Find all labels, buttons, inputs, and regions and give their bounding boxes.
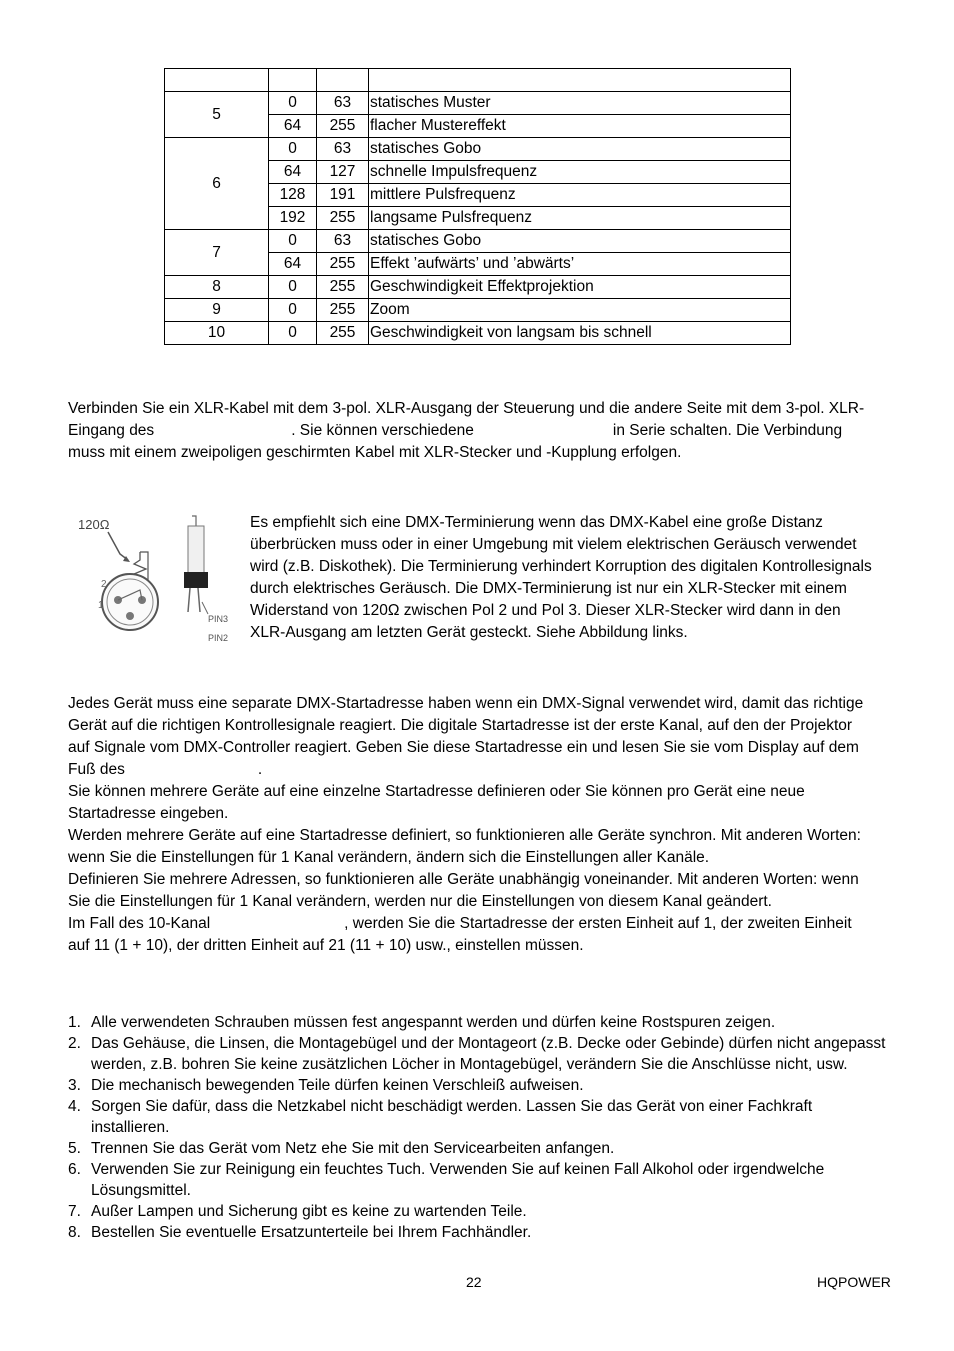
list-item-number: 2. xyxy=(68,1035,81,1052)
pin3-label: PIN3 xyxy=(208,614,229,624)
list-item-number: 1. xyxy=(68,1014,81,1031)
list-item xyxy=(68,1096,888,1138)
function-cell: mittlere Pulsfrequenz xyxy=(369,184,791,207)
maintenance-list xyxy=(68,1012,888,1243)
value-to-cell: 191 xyxy=(317,184,369,207)
address-paragraph xyxy=(68,693,898,957)
list-item xyxy=(68,1075,888,1096)
list-item-text: Verwenden Sie zur Reinigung ein feuchtes Tuch. Verwenden Sie auf keinen Fall Alkohol oder irgendwelche Lösungsmittel. xyxy=(91,1161,825,1199)
table-row xyxy=(165,322,791,345)
value-to-cell: 255 xyxy=(317,115,369,138)
value-from-cell: 0 xyxy=(269,138,317,161)
table-row xyxy=(165,299,791,322)
value-from-cell: 0 xyxy=(269,322,317,345)
table-row xyxy=(165,92,791,115)
list-item xyxy=(68,1033,888,1075)
address-case-line: Im Fall des 10-Kanal , werden Sie die Startadresse der ersten Einheit auf 1, der zweiten Einheit xyxy=(68,915,852,932)
address-line: Werden mehrere Geräte auf eine Startadresse definiert, so funktionieren alle Geräte synchron. Mit anderen Worten: xyxy=(68,827,861,844)
connection-line-2: Eingang des . Sie können verschiedene in Serie schalten. Die Verbindung xyxy=(68,422,843,439)
address-line: wenn Sie die Einstellungen für 1 Kanal verändern, ändern sich die Einstellungen aller Kanäle. xyxy=(68,849,710,866)
list-item-text: Das Gehäuse, die Linsen, die Montagebügel und der Montageort (z.B. Decke oder Gebinde) dürfen nicht angepasst werden, z.B. bohren Sie keine zusätzlichen Löcher in Montagebügel, verändern Sie die Anschlüsse nicht, usw. xyxy=(91,1035,886,1073)
list-item-text: Bestellen Sie eventuelle Ersatzunterteile bei Ihrem Fachhändler. xyxy=(91,1224,532,1241)
value-to-cell: 255 xyxy=(317,253,369,276)
table-row xyxy=(165,138,791,161)
function-cell xyxy=(369,69,791,92)
channel-cell xyxy=(165,69,269,92)
address-case-line-2: auf 11 (1 + 10), der dritten Einheit auf 21 (11 + 10) usw., einstellen müssen. xyxy=(68,937,584,954)
dmx-table-body xyxy=(165,69,791,345)
address-foot-line: Fuß des . xyxy=(68,761,263,778)
list-item-text: Außer Lampen und Sicherung gibt es keine zu wartenden Teile. xyxy=(91,1203,527,1220)
list-item xyxy=(68,1012,888,1033)
function-cell: schnelle Impulsfrequenz xyxy=(369,161,791,184)
address-line: Gerät auf die richtigen Kontrollesignale reagiert. Die digitale Startadresse ist der erste Kanal, auf den der Projektor xyxy=(68,717,853,734)
connection-paragraph xyxy=(68,398,898,464)
pin-1-label: 1 xyxy=(98,600,104,611)
page-number: 22 xyxy=(466,1274,482,1290)
channel-cell: 5 xyxy=(165,92,269,138)
function-cell: Geschwindigkeit von langsam bis schnell xyxy=(369,322,791,345)
table-row xyxy=(165,276,791,299)
value-from-cell: 128 xyxy=(269,184,317,207)
address-line: Startadresse eingeben. xyxy=(68,805,229,822)
table-row xyxy=(165,69,791,92)
value-to-cell: 63 xyxy=(317,92,369,115)
address-line: auf Signale vom DMX-Controller reagiert. Geben Sie diese Startadresse ein und lesen Sie sie vom Display auf dem xyxy=(68,739,859,756)
value-from-cell: 0 xyxy=(269,92,317,115)
termination-line: überbrücken muss oder in einer Umgebung mit vielem elektrischen Geräusch verwendet xyxy=(250,536,857,553)
channel-cell: 7 xyxy=(165,230,269,276)
list-item-text: Sorgen Sie dafür, dass die Netzkabel nicht beschädigt werden. Lassen Sie das Gerät von einer Fachkraft installieren. xyxy=(91,1098,813,1136)
address-detail-lines xyxy=(68,781,898,913)
value-to-cell: 127 xyxy=(317,161,369,184)
function-cell: Effekt ’aufwärts’ und ’abwärts’ xyxy=(369,253,791,276)
list-item-number: 4. xyxy=(68,1098,81,1115)
address-intro-lines xyxy=(68,693,898,759)
address-line: Sie können mehrere Geräte auf eine einzelne Startadresse definieren oder Sie können pro Gerät eine neue xyxy=(68,783,805,800)
function-cell: statisches Muster xyxy=(369,92,791,115)
value-to-cell: 255 xyxy=(317,207,369,230)
list-item xyxy=(68,1159,888,1201)
footer-brand: HQPOWER xyxy=(817,1274,891,1290)
list-item xyxy=(68,1138,888,1159)
value-from-cell: 64 xyxy=(269,161,317,184)
list-item xyxy=(68,1222,888,1243)
table-row xyxy=(165,230,791,253)
list-item-text: Alle verwendeten Schrauben müssen fest angespannt werden und dürfen keine Rostspuren zeigen. xyxy=(91,1014,776,1031)
list-item-number: 3. xyxy=(68,1077,81,1094)
channel-cell: 10 xyxy=(165,322,269,345)
value-from-cell xyxy=(269,69,317,92)
value-from-cell: 64 xyxy=(269,253,317,276)
channel-cell: 9 xyxy=(165,299,269,322)
function-cell: Zoom xyxy=(369,299,791,322)
termination-paragraph xyxy=(250,512,900,644)
value-to-cell xyxy=(317,69,369,92)
address-line: Sie die Einstellungen für 1 Kanal verändern, werden nur die Einstellungen von diesem Kanal geändert. xyxy=(68,893,772,910)
list-item-number: 5. xyxy=(68,1140,81,1157)
value-from-cell: 192 xyxy=(269,207,317,230)
list-item xyxy=(68,1201,888,1222)
pin2-label: PIN2 xyxy=(208,633,229,643)
termination-line: Widerstand von 120Ω zwischen Pol 2 und Pol 3. Dieser XLR-Stecker wird dann in den xyxy=(250,602,841,619)
dmx-channel-table xyxy=(164,68,791,345)
termination-line: XLR-Ausgang am letzten Gerät gesteckt. Siehe Abbildung links. xyxy=(250,624,688,641)
list-item-number: 7. xyxy=(68,1203,81,1220)
function-cell: flacher Mustereffekt xyxy=(369,115,791,138)
address-line: Jedes Gerät muss eine separate DMX-Startadresse haben wenn ein DMX-Signal verwendet wird, damit das richtige xyxy=(68,695,864,712)
value-to-cell: 63 xyxy=(317,230,369,253)
value-to-cell: 255 xyxy=(317,276,369,299)
channel-cell: 6 xyxy=(165,138,269,230)
value-from-cell: 64 xyxy=(269,115,317,138)
function-cell: statisches Gobo xyxy=(369,230,791,253)
value-to-cell: 255 xyxy=(317,299,369,322)
value-from-cell: 0 xyxy=(269,299,317,322)
function-cell: Geschwindigkeit Effektprojektion xyxy=(369,276,791,299)
function-cell: langsame Pulsfrequenz xyxy=(369,207,791,230)
connection-line-1: Verbinden Sie ein XLR-Kabel mit dem 3-pol. XLR-Ausgang der Steuerung und die andere Seite mit dem 3-pol. XLR- xyxy=(68,400,865,417)
list-item-text: Trennen Sie das Gerät vom Netz ehe Sie mit den Servicearbeiten anfangen. xyxy=(91,1140,615,1157)
list-item-number: 8. xyxy=(68,1224,81,1241)
channel-cell: 8 xyxy=(165,276,269,299)
list-item-number: 6. xyxy=(68,1161,81,1178)
list-item-text: Die mechanisch bewegenden Teile dürfen keinen Verschleiß aufweisen. xyxy=(91,1077,584,1094)
resistor-label: 120Ω xyxy=(78,517,110,532)
value-to-cell: 63 xyxy=(317,138,369,161)
connection-line-3: muss mit einem zweipoligen geschirmten Kabel mit XLR-Stecker und -Kupplung erfolgen. xyxy=(68,444,682,461)
value-to-cell: 255 xyxy=(317,322,369,345)
dmx-termination-diagram xyxy=(68,512,240,647)
address-line: Definieren Sie mehrere Adressen, so funktionieren alle Geräte unabhängig voneinander. Mit anderen Worten: wenn xyxy=(68,871,859,888)
function-cell: statisches Gobo xyxy=(369,138,791,161)
termination-line: Es empfiehlt sich eine DMX-Terminierung wenn das DMX-Kabel eine große Distanz xyxy=(250,514,823,531)
pin-2-label: 2 xyxy=(101,579,107,590)
termination-line: wird (z.B. Diskothek). Die Terminierung verhindert Korruption des digitalen Kontrollesignals xyxy=(250,558,872,575)
value-from-cell: 0 xyxy=(269,230,317,253)
termination-line: durch elektrisches Geräusch. Die DMX-Terminierung ist nur ein XLR-Stecker mit einem xyxy=(250,580,847,597)
value-from-cell: 0 xyxy=(269,276,317,299)
